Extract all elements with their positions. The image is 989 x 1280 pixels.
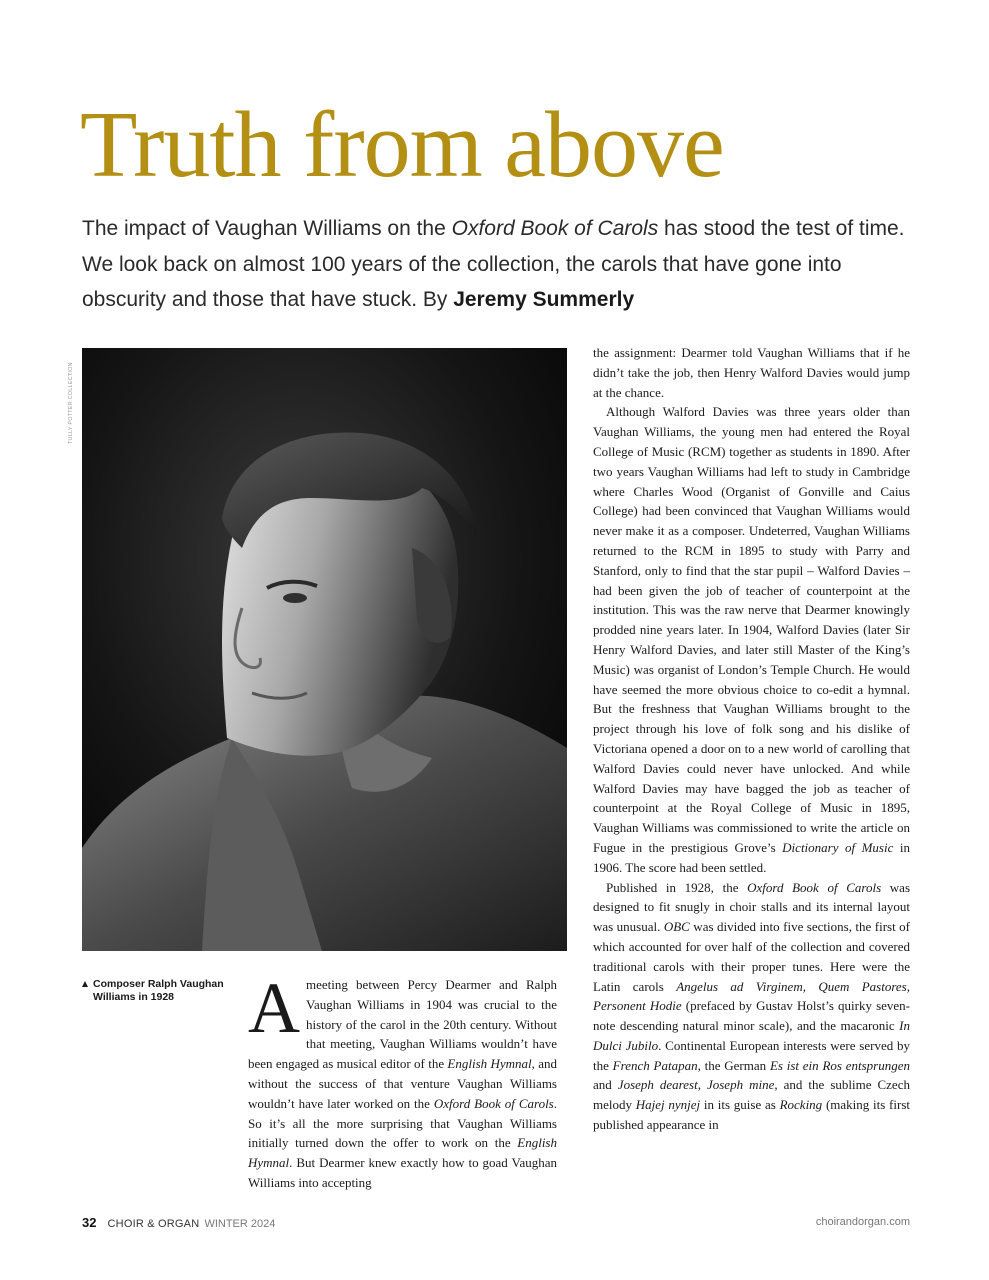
body-text: , and the sublime Czech melody	[593, 1077, 910, 1113]
standfirst-text-1: The impact of Vaughan Williams on the	[82, 217, 452, 240]
issue-label: WINTER 2024	[204, 1218, 276, 1230]
body-paragraph	[593, 402, 910, 877]
article-standfirst	[82, 211, 912, 318]
body-text: meeting between Percy Dearmer and Ralph Vaughan Williams in 1904 was crucial to the history of the carol in the 20th century. Without that meeting, Vaughan Williams wouldn’t have been engaged as musical editor of the	[248, 977, 557, 1072]
body-italic: Joseph dearest, Joseph mine	[617, 1077, 775, 1093]
website-link[interactable]: choirandorgan.com	[815, 1216, 910, 1228]
body-text: in 1906. The score had been settled.	[593, 839, 910, 875]
body-italic: Angelus ad Virginem, Quem Pastores, Personent Hodie	[593, 978, 910, 1014]
body-text: (prefaced by Gustav Holst’s quirky seven-note descending natural minor scale), and the macaronic	[593, 998, 911, 1034]
body-text: in its guise as	[700, 1097, 780, 1113]
caption-text: Composer Ralph Vaughan Williams in 1928	[93, 978, 224, 1003]
photo-caption	[82, 978, 232, 1004]
body-text: was designed to fit snugly in choir stalls and its internal layout was unusual.	[593, 879, 911, 935]
body-italic: English Hymnal	[248, 1135, 557, 1171]
body-italic: Es ist ein Ros entsprungen	[769, 1057, 910, 1073]
body-italic: French Patapan	[612, 1057, 698, 1073]
body-text: , and without the success of that venture Vaughan Williams wouldn’t have later worked on the	[248, 1056, 557, 1111]
standfirst-text-2: has stood the test of time. We look back on almost 100 years of the collection, the carols that have gone into obscurity and those that have stuck. By	[82, 217, 905, 311]
body-italic: Hajej nynjej	[635, 1097, 701, 1113]
page-number: 32	[82, 1215, 97, 1230]
body-text: Although Walford Davies was three years older than Vaughan Williams, the young men had entered the Royal College of Music (RCM) together as students in 1890. After two years Vaughan Williams had left to study in Cambridge where Charles Wood (Organist of Gonville and Caius College) had been convinced that Vaughan Williams would never make it as a composer. Undeterred, Vaughan Williams returned to the RCM in 1895 to study with Parry and Stanford, only to find that the star pupil – Walford Davies – had been given the job of teacher of counterpoint at the institution. This was the raw nerve that Dearmer knowingly prodded nine years later. In 1904, Walford Davies (later Sir Henry Walford Davies, and later still Master of the King’s Music) was organist of London’s Temple Church. He would have seemed the more obvious choice to co-edit a hymnal. But the freshness that Vaughan Williams brought to the project through his love of folk song and his dislike of Victoriana opened a door on to a new world of carolling that Walford Davies could never have unlocked. And while Walford Davies may have bagged the job as teacher of counterpoint at the Royal College of Music in 1895, Vaughan Williams was commissioned to write the article on Fugue in the prestigious Grove’s	[593, 404, 910, 855]
caption-marker-icon	[82, 981, 88, 987]
author-name: Jeremy Summerly	[453, 288, 635, 311]
standfirst-book-title: Oxford Book of Carols	[451, 217, 659, 240]
page-footer	[82, 1215, 275, 1230]
body-italic: English Hymnal	[447, 1056, 532, 1072]
body-text: and	[593, 1077, 618, 1093]
body-italic: Oxford Book of Carols	[747, 879, 882, 895]
body-text: Published in 1928, the	[606, 879, 748, 895]
body-text: (making its first published appearance in	[593, 1097, 910, 1133]
article-body-column-1	[248, 968, 557, 1193]
body-paragraph: the assignment: Dearmer told Vaughan Williams that if he didn’t take the job, then Henry Walford Davies would jump at the chance.	[593, 345, 910, 400]
body-italic: Oxford Book of Carols	[433, 1095, 554, 1111]
body-italic: In Dulci Jubilo	[593, 1018, 910, 1053]
drop-cap: A	[248, 968, 300, 1048]
magazine-name: CHOIR & ORGAN	[107, 1218, 200, 1230]
body-italic: Rocking	[779, 1097, 823, 1113]
photo-credit: TULLY POTTER COLLECTION	[68, 362, 74, 444]
body-text: , the German	[697, 1057, 770, 1073]
body-italic: Dictionary of Music	[782, 839, 894, 855]
body-text: was divided into five sections, the first of which accounted for over half of the collection and covered traditional carols with their proper tunes. Here were the Latin carols	[593, 919, 910, 994]
body-text: . Continental European interests were served by the	[593, 1037, 910, 1073]
article-headline: Truth from above	[80, 93, 724, 197]
body-text: . But Dearmer knew exactly how to goad Vaughan Williams into accepting	[248, 1155, 557, 1190]
article-body-column-2	[593, 343, 910, 1135]
body-italic: OBC	[663, 919, 690, 935]
body-text: . So it’s all the more surprising that Vaughan Williams initially turned down the offer to work on the	[248, 1095, 557, 1151]
body-paragraph	[593, 878, 910, 1135]
portrait-photo	[82, 348, 567, 951]
body-paragraph	[248, 968, 557, 1193]
